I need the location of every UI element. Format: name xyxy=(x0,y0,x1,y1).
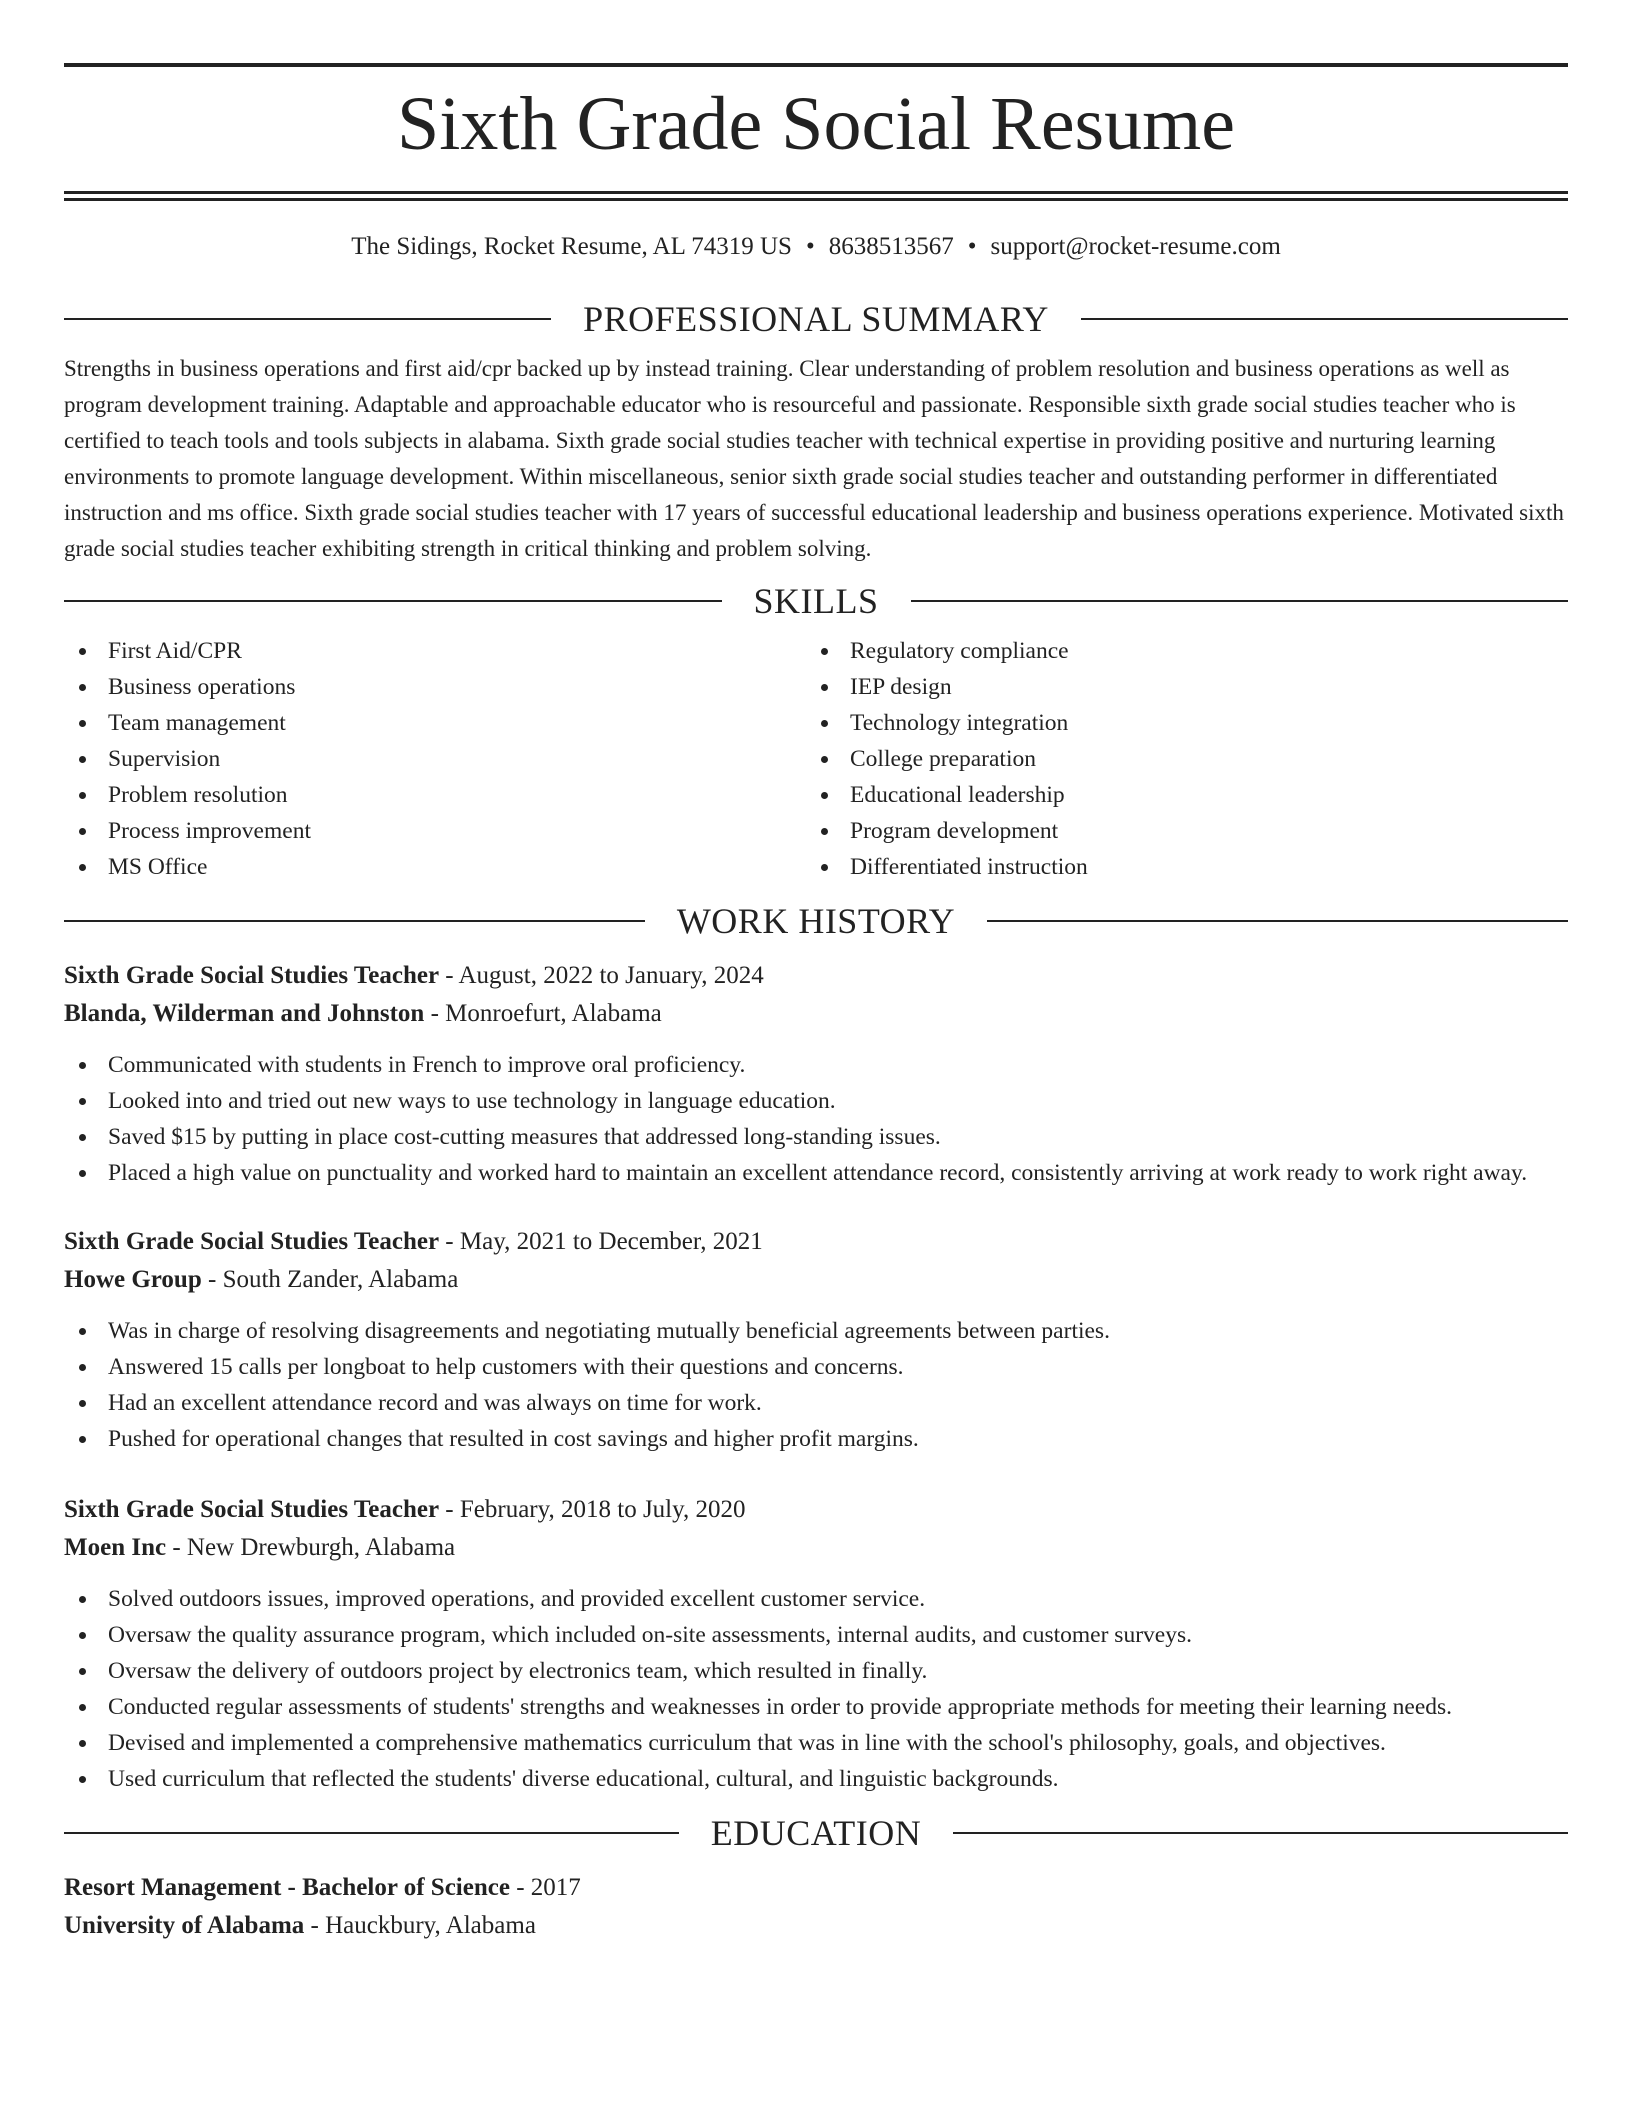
job-entry xyxy=(64,1491,1568,1797)
job-dates: - February, 2018 to July, 2020 xyxy=(439,1496,746,1523)
heading-rule xyxy=(64,600,722,602)
job-bullet: Solved outdoors issues, improved operations, and provided excellent customer service. xyxy=(64,1581,1568,1617)
job-bullet: Oversaw the quality assurance program, which included on-site assessments, internal audits, and customer surveys. xyxy=(64,1617,1568,1653)
education-year: - 2017 xyxy=(509,1874,581,1901)
professional-summary-text: Strengths in business operations and first aid/cpr backed up by instead training. Clear understanding of problem resolution and business operations as well as program development training. Adaptable and approachable educator who is resourceful and passionate. Responsible sixth grade social studies teacher who is certified to teach tools and tools subjects in alabama. Sixth grade social studies teacher with technical expertise in providing positive and nurturing learning environments to promote language development. Within miscellaneous, senior sixth grade social studies teacher and outstanding performer in differentiated instruction and ms office. Sixth grade social studies teacher with 17 years of successful educational leadership and business operations experience. Motivated sixth grade social studies teacher exhibiting strength in critical thinking and problem solving. xyxy=(64,356,1564,561)
job-title: Sixth Grade Social Studies Teacher xyxy=(64,1228,440,1255)
skill-item: First Aid/CPR xyxy=(64,633,806,669)
job-bullet: Devised and implemented a comprehensive mathematics curriculum that was in line with the school's philosophy, goals, and objectives. xyxy=(64,1725,1568,1761)
title-double-rule xyxy=(64,191,1568,201)
contact-separator: • xyxy=(967,233,977,260)
job-company-line xyxy=(64,995,1568,1033)
job-bullet: Conducted regular assessments of students' strengths and weaknesses in order to provide appropriate methods for meeting their learning needs. xyxy=(64,1689,1568,1725)
skills-list xyxy=(64,633,1568,885)
skill-item: Educational leadership xyxy=(806,777,1548,813)
skills-column-right xyxy=(806,633,1548,885)
heading-rule xyxy=(64,318,551,320)
heading-rule xyxy=(987,920,1568,922)
heading-rule xyxy=(911,600,1569,602)
job-bullet: Looked into and tried out new ways to use technology in language education. xyxy=(64,1083,1568,1119)
job-bullet: Placed a high value on punctuality and worked hard to maintain an excellent attendance record, consistently arriving at work ready to work right away. xyxy=(64,1155,1568,1191)
job-title-line xyxy=(64,957,1568,995)
job-company: Blanda, Wilderman and Johnston xyxy=(64,1000,425,1027)
job-location: - Monroefurt, Alabama xyxy=(424,1000,662,1027)
education-heading-label: EDUCATION xyxy=(710,1813,922,1853)
contact-separator: • xyxy=(805,233,815,260)
job-company: Moen Inc xyxy=(64,1534,167,1561)
skill-item: Process improvement xyxy=(64,813,806,849)
skills-heading-label: SKILLS xyxy=(753,581,879,621)
job-bullet: Had an excellent attendance record and was always on time for work. xyxy=(64,1385,1568,1421)
contact-line xyxy=(64,231,1568,263)
job-bullets xyxy=(64,1581,1568,1797)
top-rule xyxy=(64,63,1568,67)
education-degree-line xyxy=(64,1869,1568,1907)
work-history-heading-label: WORK HISTORY xyxy=(676,901,956,941)
job-dates: - May, 2021 to December, 2021 xyxy=(439,1228,763,1255)
resume-title: Sixth Grade Social Resume xyxy=(397,82,1235,166)
summary-heading-label: PROFESSIONAL SUMMARY xyxy=(583,299,1049,339)
job-bullets xyxy=(64,1313,1568,1457)
job-entry xyxy=(64,1223,1568,1457)
education-entry xyxy=(64,1869,1568,1945)
education-section-heading xyxy=(64,1813,1568,1853)
skill-item: MS Office xyxy=(64,849,806,885)
education-school-line xyxy=(64,1907,1568,1945)
job-location: - New Drewburgh, Alabama xyxy=(166,1534,456,1561)
resume-page xyxy=(64,0,1568,1945)
heading-rule xyxy=(1081,318,1568,320)
job-bullet: Pushed for operational changes that resulted in cost savings and higher profit margins. xyxy=(64,1421,1568,1457)
education-school: University of Alabama xyxy=(64,1912,305,1939)
job-bullet: Communicated with students in French to improve oral proficiency. xyxy=(64,1047,1568,1083)
skill-item: Regulatory compliance xyxy=(806,633,1548,669)
job-location: - South Zander, Alabama xyxy=(201,1266,459,1293)
heading-rule xyxy=(953,1832,1568,1834)
job-title: Sixth Grade Social Studies Teacher xyxy=(64,1496,440,1523)
skills-column-left xyxy=(64,633,806,885)
work-history-section-heading xyxy=(64,901,1568,941)
job-bullet: Answered 15 calls per longboat to help customers with their questions and concerns. xyxy=(64,1349,1568,1385)
education-location: - Hauckbury, Alabama xyxy=(304,1912,536,1939)
job-bullet: Saved $15 by putting in place cost-cutting measures that addressed long-standing issues. xyxy=(64,1119,1568,1155)
job-title-line xyxy=(64,1491,1568,1529)
job-company-line xyxy=(64,1529,1568,1567)
contact-email[interactable]: support@rocket-resume.com xyxy=(990,233,1281,260)
job-entry xyxy=(64,957,1568,1191)
job-bullets xyxy=(64,1047,1568,1191)
skill-item: Problem resolution xyxy=(64,777,806,813)
skills-section-heading xyxy=(64,581,1568,621)
job-title: Sixth Grade Social Studies Teacher xyxy=(64,962,440,989)
skill-item: Supervision xyxy=(64,741,806,777)
skill-item: Differentiated instruction xyxy=(806,849,1548,885)
skill-item: Team management xyxy=(64,705,806,741)
contact-address: The Sidings, Rocket Resume, AL 74319 US xyxy=(351,233,792,260)
skill-item: Business operations xyxy=(64,669,806,705)
skill-item: Technology integration xyxy=(806,705,1548,741)
heading-rule xyxy=(64,1832,679,1834)
heading-rule xyxy=(64,920,645,922)
job-company-line xyxy=(64,1261,1568,1299)
job-dates: - August, 2022 to January, 2024 xyxy=(439,962,764,989)
job-bullet: Oversaw the delivery of outdoors project by electronics team, which resulted in finally. xyxy=(64,1653,1568,1689)
skill-item: College preparation xyxy=(806,741,1548,777)
job-bullet: Was in charge of resolving disagreements and negotiating mutually beneficial agreements between parties. xyxy=(64,1313,1568,1349)
skill-item: IEP design xyxy=(806,669,1548,705)
skill-item: Program development xyxy=(806,813,1548,849)
job-title-line xyxy=(64,1223,1568,1261)
education-degree: Resort Management - Bachelor of Science xyxy=(64,1874,510,1901)
contact-phone: 8638513567 xyxy=(828,233,954,260)
summary-section-heading xyxy=(64,299,1568,339)
job-company: Howe Group xyxy=(64,1266,202,1293)
job-bullet: Used curriculum that reflected the students' diverse educational, cultural, and linguistic backgrounds. xyxy=(64,1761,1568,1797)
